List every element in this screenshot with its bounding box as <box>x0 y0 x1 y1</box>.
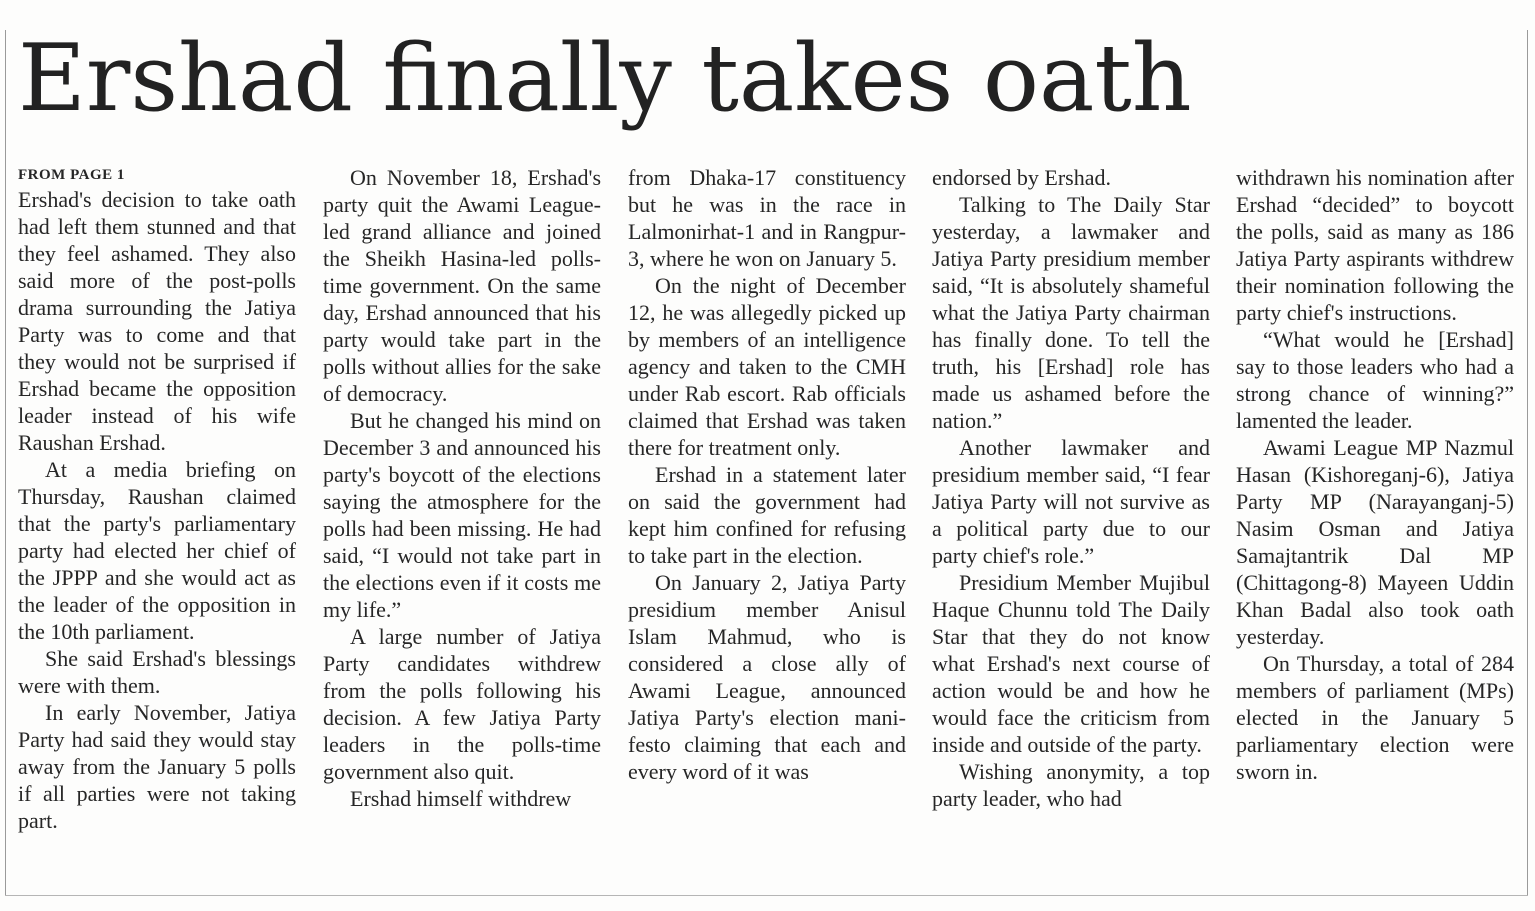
article-paragraph: Talking to The Daily Star yesterday, a lawmaker and Jatiya Party presidium member said, “It is absolutely shameful what the Jatiya Party chairman has finally done. To tell the truth, his [Ershad] role has made us ashamed before the nation.” <box>932 192 1210 433</box>
article-column-2 <box>323 164 601 812</box>
article-paragraph: Ershad in a statement later on said the government had kept him confined for refusing to take part in the election. <box>628 462 906 568</box>
left-border-rule <box>5 30 6 895</box>
article-paragraph: “What would he [Ershad] say to those leaders who had a strong chance of winning?” lamented the leader. <box>1236 327 1514 433</box>
article-paragraph: Presidium Member Mujibul Haque Chunnu told The Daily Star that they do not know what Ershad's next course of action would be and how he would face the criticism from inside and outside of the party. <box>932 570 1210 757</box>
article-paragraph: On the night of December 12, he was allegedly picked up by members of an intelligence agency and taken to the CMH under Rab escort. Rab officials claimed that Ershad was taken there for treatment only. <box>628 273 906 460</box>
article-paragraph: On Thursday, a total of 284 members of parliament (MPs) elected in the January 5 parliamentary election were sworn in. <box>1236 651 1514 784</box>
article-paragraph: In early November, Jatiya Party had said they would stay away from the January 5 polls if all parties were not taking part. <box>18 700 296 833</box>
article-paragraph: But he changed his mind on December 3 and announced his party's boycott of the elections saying the atmosphere for the polls had been missing. He had said, “I would not take part in the elections even if it costs me my life.” <box>323 408 601 622</box>
article-column-3 <box>628 164 906 785</box>
article-paragraph: Another lawmaker and presidium member said, “I fear Jatiya Party will not survive as a political party due to our party chief's role.” <box>932 435 1210 568</box>
article-paragraph: from Dhaka-17 constituency but he was in the race in Lalmonirhat-1 and in Rangpur-3, where he won on January 5. <box>628 165 906 271</box>
article-column-5 <box>1236 164 1514 785</box>
article-paragraph: A large number of Jatiya Party candidates withdrew from the polls following his decision. A few Jatiya Party leaders in the polls-time government also quit. <box>323 624 601 784</box>
article-column-1 <box>18 164 296 834</box>
article-paragraph: endorsed by Ershad. <box>932 165 1112 190</box>
article-paragraph: Ershad himself withdrew <box>350 786 572 811</box>
article-column-4 <box>932 164 1210 812</box>
continuation-kicker: FROM PAGE 1 <box>18 167 125 183</box>
article-paragraph: withdrawn his nomination after Ershad “decided” to boycott the polls, said as many as 186 Jatiya Party aspirants withdrew their nomination following the party chief's instructions. <box>1236 165 1514 325</box>
article-paragraph: On November 18, Ershad's party quit the Awami League-led grand alliance and joined the Sheikh Hasina-led polls-time government. On the same day, Ershad announced that his party would take part in the polls without allies for the sake of democracy. <box>323 165 601 406</box>
article-paragraph: She said Ershad's blessings were with them. <box>18 646 296 698</box>
headline: Ershad finally takes oath <box>18 24 1192 132</box>
right-border-rule <box>1527 30 1528 895</box>
article-paragraph: Awami League MP Nazmul Hasan (Kishoreganj-6), Jatiya Party MP (Narayanganj-5) Nasim Osman and Jatiya Samajtantrik Dal MP (Chittagong-8) Mayeen Uddin Khan Badal also took oath yesterday. <box>1236 435 1514 649</box>
article-paragraph: On January 2, Jatiya Party presidium member Anisul Islam Mahmud, who is considered a close ally of Awami League, announced Jatiya Party's election manifesto claiming that each and every word of it was <box>628 570 906 784</box>
article-paragraph: Ershad's decision to take oath had left them stunned and that they feel ashamed. They also said more of the post-polls drama surrounding the Jatiya Party was to come and that they would not be surprised if Ershad became the opposition leader instead of his wife Raushan Ershad. <box>18 187 296 455</box>
article-paragraph: Wishing anonymity, a top party leader, who had <box>932 759 1210 811</box>
bottom-border-rule <box>5 895 1528 896</box>
article-paragraph: At a media briefing on Thursday, Raushan claimed that the party's parliamentary party had elected her chief of the JPPP and she would act as the leader of the opposition in the 10th parliament. <box>18 457 296 644</box>
